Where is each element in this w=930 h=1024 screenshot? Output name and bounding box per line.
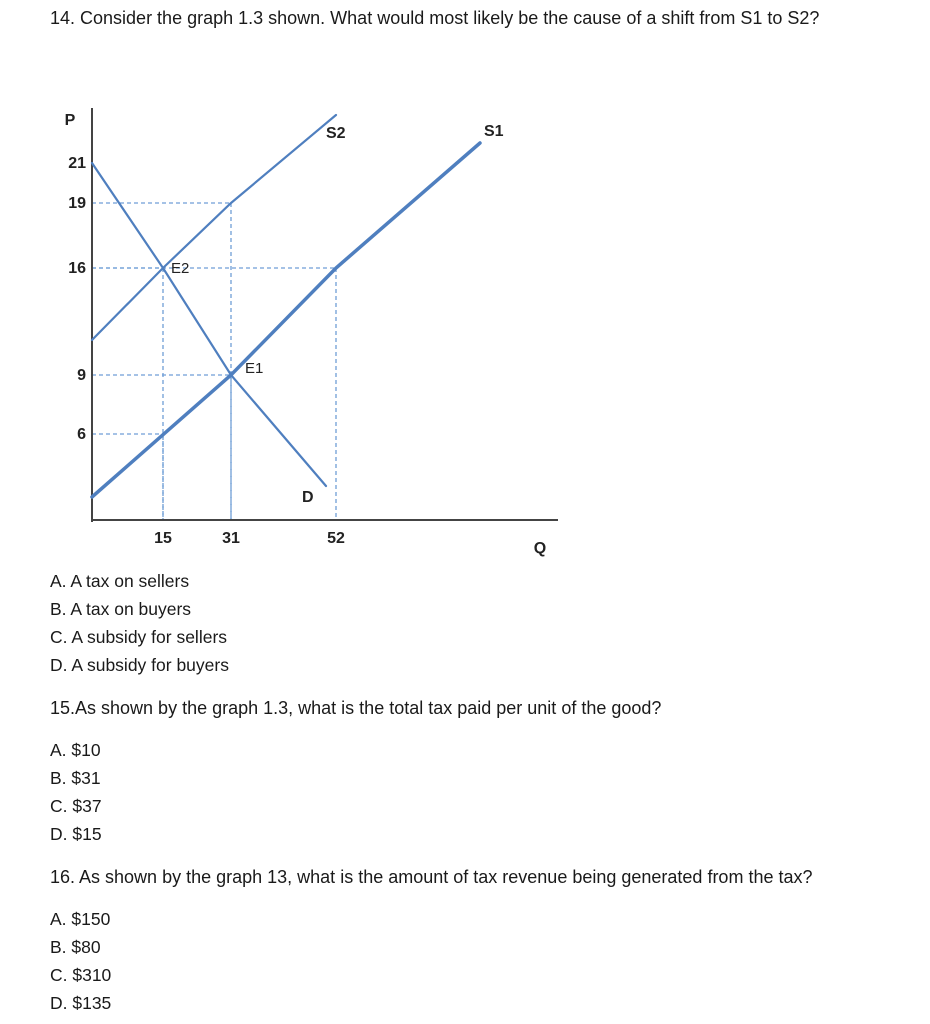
axes: [92, 108, 558, 522]
y-tick-6: 6: [77, 426, 86, 443]
equilibrium-label-e2: E2: [171, 260, 190, 277]
guide-lines: [92, 203, 336, 520]
y-tick-16: 16: [68, 260, 86, 277]
question-14-text: 14. Consider the graph 1.3 shown. What would most likely be the cause of a shift from S1 to S2?: [50, 8, 820, 28]
question-16-text: 16. As shown by the graph 13, what is the amount of tax revenue being generated from the tax?: [50, 867, 813, 887]
q16-option-b[interactable]: B. $80: [50, 937, 101, 957]
y-tick-21: 21: [68, 155, 86, 172]
q15-option-a[interactable]: A. $10: [50, 740, 101, 760]
x-tick-31: 31: [222, 530, 240, 547]
q14-option-d[interactable]: D. A subsidy for buyers: [50, 655, 229, 675]
x-axis-label: Q: [533, 540, 547, 557]
curves: [92, 115, 480, 497]
x-tick-52: 52: [327, 530, 345, 547]
x-tick-15: 15: [154, 530, 172, 547]
labels: [65, 112, 547, 557]
question-15-text: 15.As shown by the graph 1.3, what is the total tax paid per unit of the good?: [50, 698, 662, 718]
y-axis-label: P: [64, 112, 76, 129]
q14-option-a[interactable]: A. A tax on sellers: [50, 571, 190, 591]
y-tick-9: 9: [77, 367, 86, 384]
q14-option-c[interactable]: C. A subsidy for sellers: [50, 627, 228, 647]
q16-option-c[interactable]: C. $310: [50, 965, 112, 985]
q15-option-c[interactable]: C. $37: [50, 796, 102, 816]
q15-option-b[interactable]: B. $31: [50, 768, 101, 788]
curve-label-d: D: [302, 489, 314, 506]
equilibrium-label-e1: E1: [245, 360, 264, 377]
curve-s1: [92, 143, 480, 497]
curve-label-s2: S2: [326, 125, 346, 142]
curve-label-s1: S1: [484, 123, 504, 140]
q16-option-a[interactable]: A. $150: [50, 909, 111, 929]
y-tick-19: 19: [68, 195, 86, 212]
q15-option-d[interactable]: D. $15: [50, 824, 102, 844]
curve-d: [92, 163, 326, 486]
q16-option-d[interactable]: D. $135: [50, 993, 112, 1013]
q14-option-b[interactable]: B. A tax on buyers: [50, 599, 192, 619]
